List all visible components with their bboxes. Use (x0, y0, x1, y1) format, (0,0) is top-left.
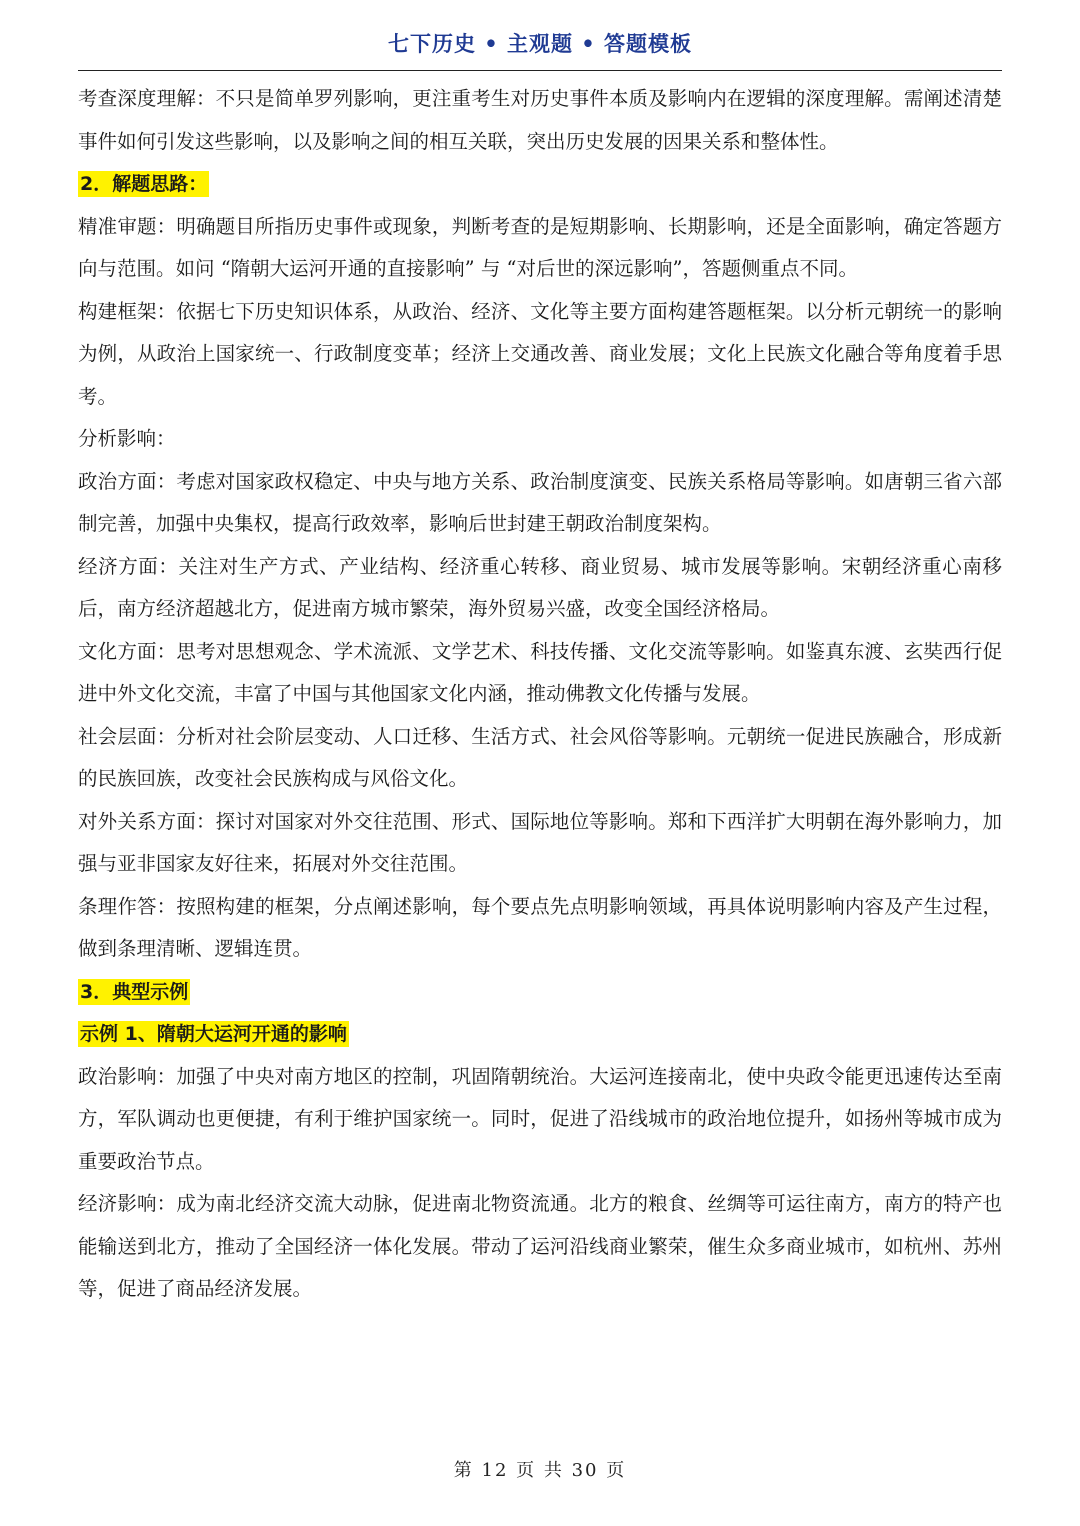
paragraph-fenxi: 分析影响： (78, 427, 176, 450)
paragraph-wenhua: 文化方面：思考对思想观念、学术流派、文学艺术、科技传播、文化交流等影响。如鉴真东渡、玄奘西行促进中外文化交流，丰富了中国与其他国家文化内涵，推动佛教文化传播与发展。 (78, 639, 1002, 705)
section-3-heading-line (78, 971, 1002, 1014)
paragraph-shenti: 精准审题：明确题目所指历史事件或现象，判断考查的是短期影响、长期影响，还是全面影响，确定答题方向与范围。如问 “隋朝大运河开通的直接影响” 与 “对后世的深远影响”，答题侧重点不同。 (78, 214, 1002, 280)
paragraph-tiaoli: 条理作答：按照构建的框架，分点阐述影响，每个要点先点明影响领域，再具体说明影响内容及产生过程，做到条理清晰、逻辑连贯。 (78, 894, 1002, 960)
paragraph-intro: 考查深度理解：不只是简单罗列影响，更注重考生对历史事件本质及影响内在逻辑的深度理解。需阐述清楚事件如何引发这些影响，以及影响之间的相互关联，突出历史发展的因果关系和整体性。 (78, 87, 1002, 153)
paragraph-kuangjia: 构建框架：依据七下历史知识体系，从政治、经济、文化等主要方面构建答题框架。以分析元朝统一的影响为例，从政治上国家统一、行政制度变革；经济上交通改善、商业发展；文化上民族文化融合等角度着手思考。 (78, 299, 1002, 408)
example-1-heading: 示例 1、隋朝大运河开通的影响 (80, 1023, 347, 1045)
page-number-footer: 第 12 页 共 30 页 (453, 1460, 627, 1481)
paragraph-example-zhengzhi: 政治影响：加强了中央对南方地区的控制，巩固隋朝统治。大运河连接南北，使中央政令能更迅速传达至南方，军队调动也更便捷，有利于维护国家统一。同时，促进了沿线城市的政治地位提升，如扬州等城市成为重要政治节点。 (78, 1064, 1002, 1173)
paragraph-duiwai: 对外关系方面：探讨对国家对外交往范围、形式、国际地位等影响。郑和下西洋扩大明朝在海外影响力，加强与亚非国家友好往来，拓展对外交往范围。 (78, 809, 1002, 875)
paragraph-example-jingji: 经济影响：成为南北经济交流大动脉，促进南北物资流通。北方的粮食、丝绸等可运往南方，南方的特产也能输送到北方，推动了全国经济一体化发展。带动了运河沿线商业繁荣，催生众多商业城市，如杭州、苏州等，促进了商品经济发展。 (78, 1192, 1002, 1300)
example-1-heading-line (78, 1013, 1002, 1056)
paragraph-jingji: 经济方面：关注对生产方式、产业结构、经济重心转移、商业贸易、城市发展等影响。宋朝经济重心南移后，南方经济超越北方，促进南方城市繁荣，海外贸易兴盛，改变全国经济格局。 (78, 554, 1002, 620)
header-divider (78, 70, 1002, 71)
section-2-heading: 2．解题思路： (80, 173, 208, 195)
page-header-title: 七下历史 • 主观题 • 答题模板 (387, 31, 693, 56)
document-body (78, 78, 1002, 1311)
paragraph-zhengzhi: 政治方面：考虑对国家政权稳定、中央与地方关系、政治制度演变、民族关系格局等影响。如唐朝三省六部制完善，加强中央集权，提高行政效率，影响后世封建王朝政治制度架构。 (78, 469, 1002, 535)
section-3-heading: 3．典型示例 (80, 980, 189, 1003)
paragraph-shehui: 社会层面：分析对社会阶层变动、人口迁移、生活方式、社会风俗等影响。元朝统一促进民族融合，形成新的民族回族，改变社会民族构成与风俗文化。 (78, 724, 1002, 790)
section-2-heading-line (78, 163, 1002, 206)
